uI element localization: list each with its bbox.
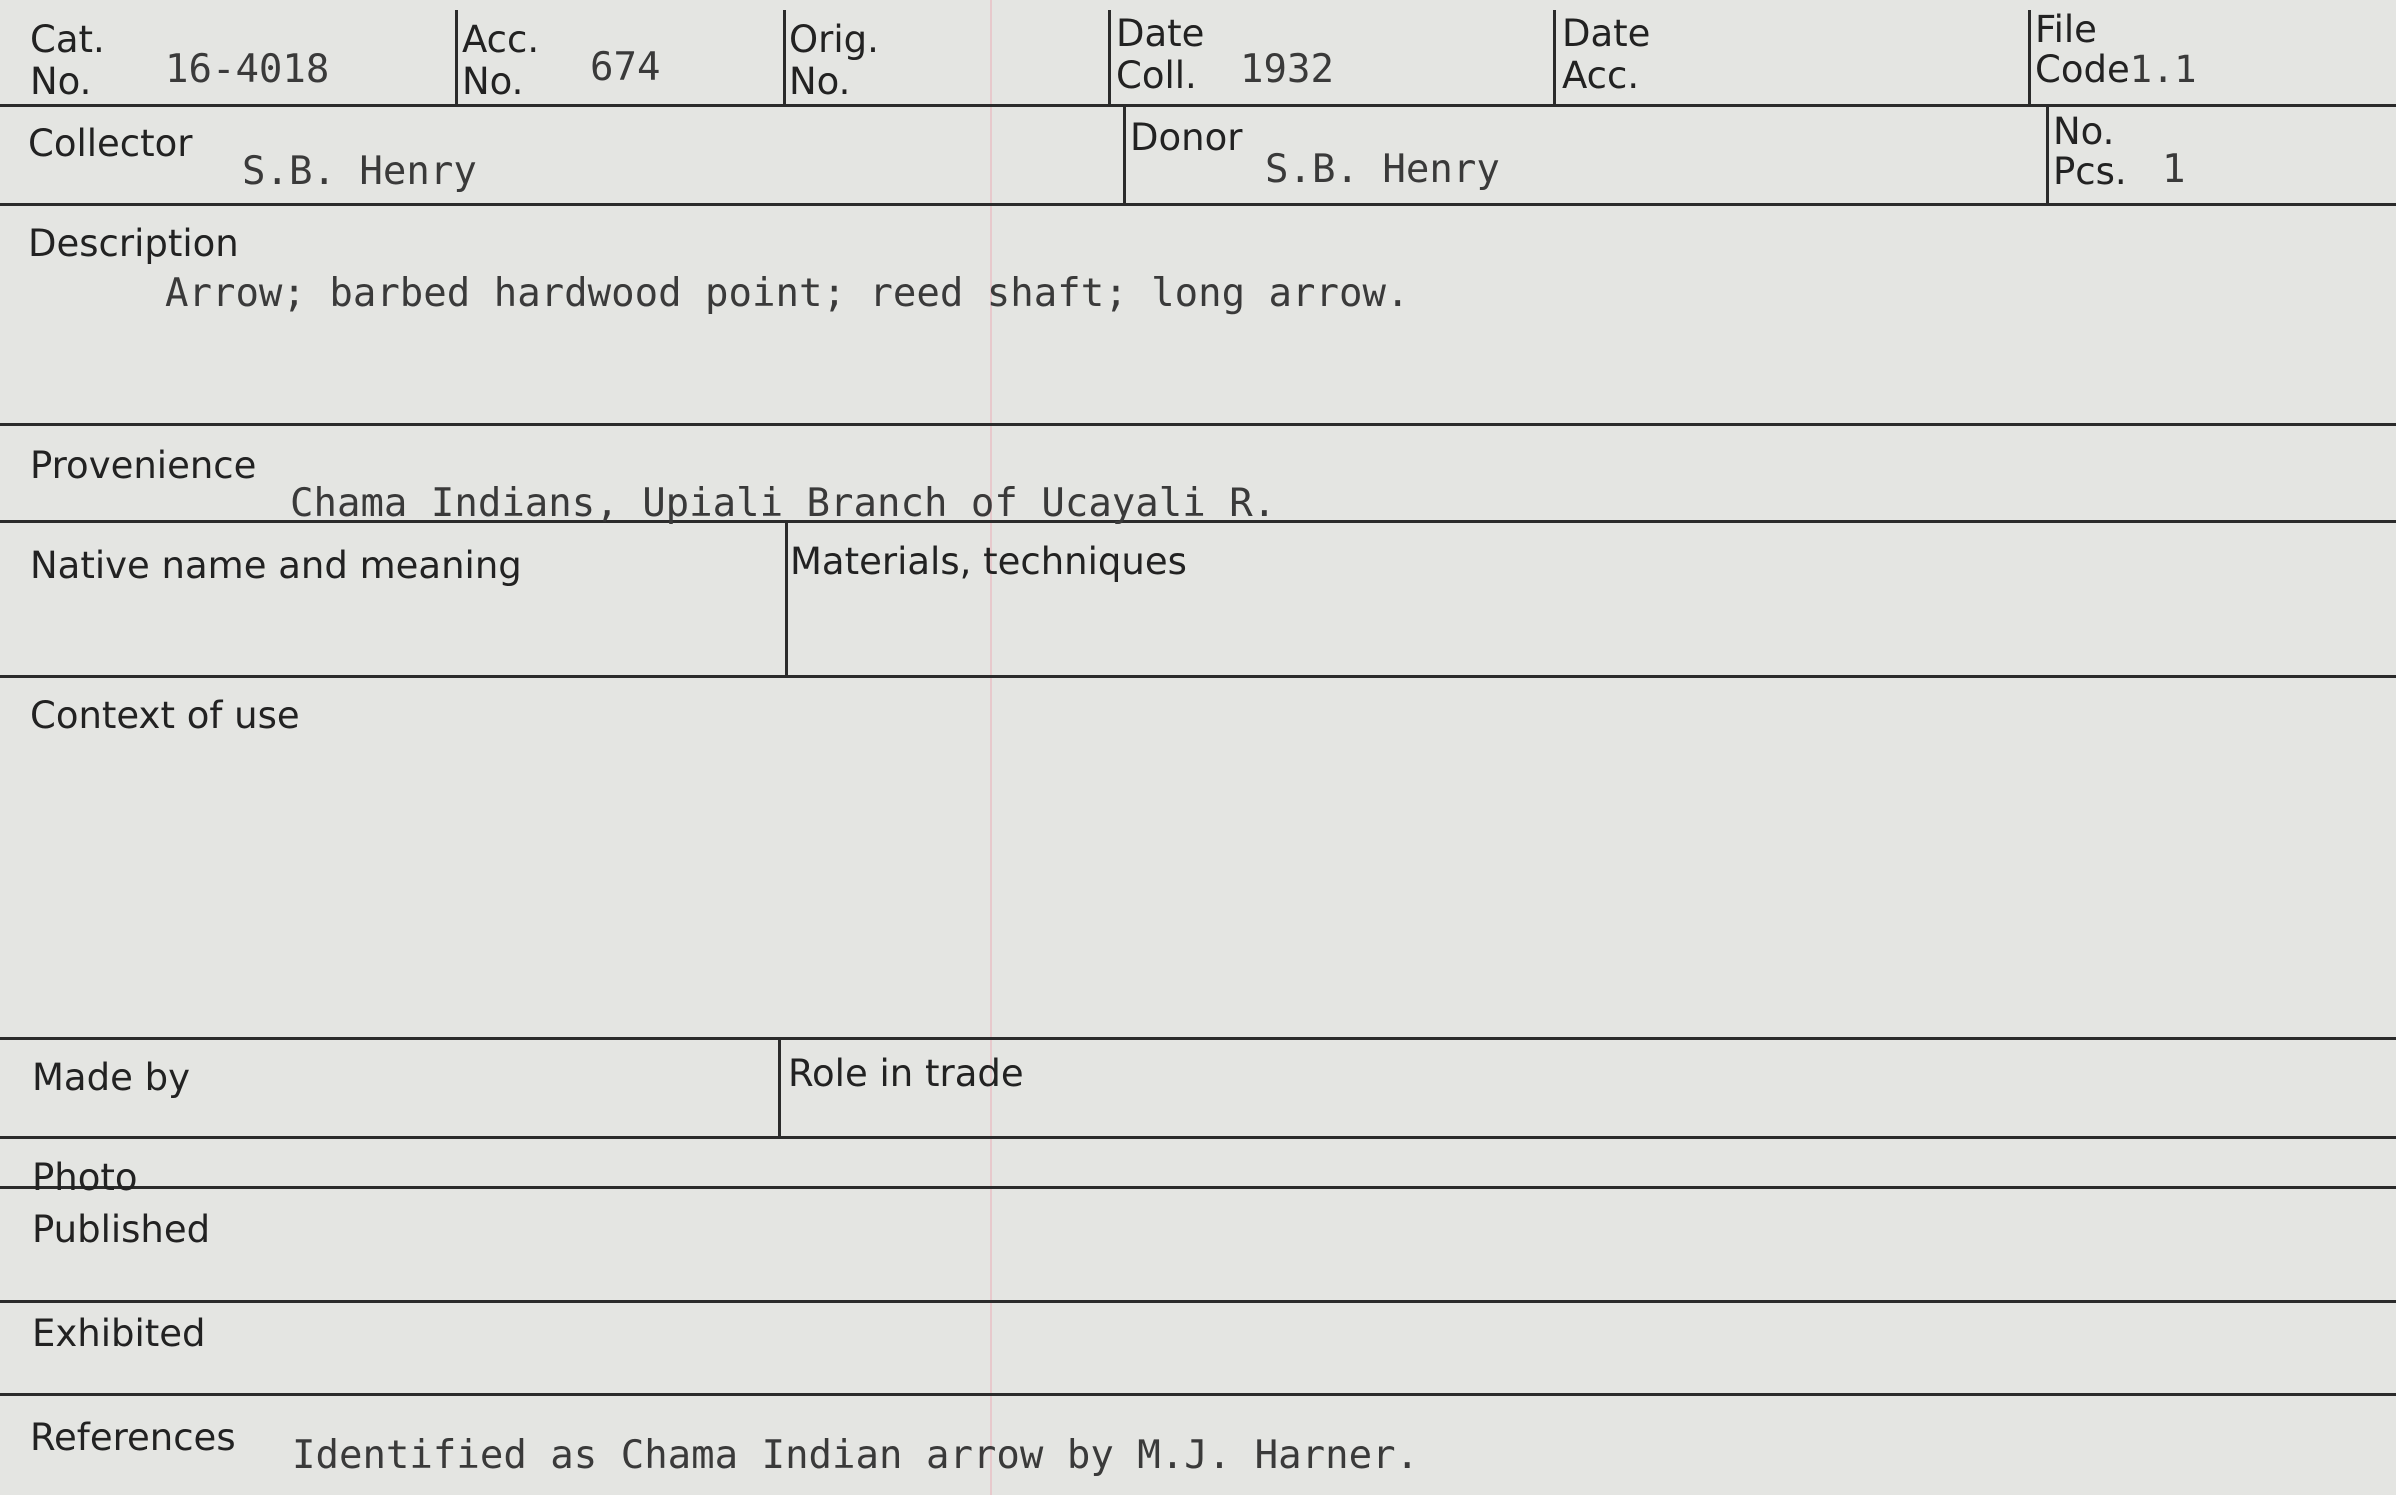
made-by-label: Made by (32, 1056, 190, 1099)
references-label: References (30, 1416, 236, 1459)
collector-label: Collector (28, 122, 193, 165)
rule-context (0, 1037, 2396, 1040)
rule-madeby (0, 1136, 2396, 1139)
divider-collector-donor (1123, 104, 1126, 205)
role-in-trade-label: Role in trade (788, 1052, 1024, 1095)
divider-dateacc-file (2028, 10, 2031, 106)
rule-native (0, 675, 2396, 678)
acc-no-label-line2: No. (462, 60, 524, 103)
collector-value: S.B. Henry (242, 149, 477, 194)
native-name-label: Native name and meaning (30, 544, 522, 587)
divider-acc-orig (783, 10, 786, 106)
published-label: Published (32, 1208, 211, 1251)
rule-row2 (0, 203, 2396, 206)
pcs-label-line2: Pcs. (2053, 150, 2127, 193)
file-code-value: 1.1 (2129, 48, 2197, 91)
divider-orig-date (1108, 10, 1111, 106)
orig-no-label-line1: Orig. (789, 18, 879, 61)
pcs-label-line1: No. (2053, 110, 2115, 153)
date-coll-label-line1: Date (1116, 12, 1205, 55)
donor-label: Donor (1130, 116, 1243, 159)
references-value: Identified as Chama Indian arrow by M.J. Harner. (292, 1433, 1420, 1478)
date-acc-label-line1: Date (1562, 12, 1651, 55)
date-coll-label-line2: Coll. (1116, 54, 1197, 97)
description-value: Arrow; barbed hardwood point; reed shaft; long arrow. (165, 271, 1410, 316)
divider-donor-pcs (2046, 104, 2049, 205)
rule-header (0, 104, 2396, 107)
margin-rule (990, 0, 992, 1495)
acc-no-value: 674 (590, 45, 661, 90)
divider-native-materials (785, 520, 788, 677)
pcs-value: 1 (2162, 147, 2186, 192)
divider-datecoll-dateacc (1553, 10, 1556, 106)
description-label: Description (28, 222, 239, 265)
date-coll-value: 1932 (1240, 47, 1334, 92)
divider-cat-acc (455, 10, 458, 106)
rule-published (0, 1300, 2396, 1303)
context-of-use-label: Context of use (30, 694, 300, 737)
file-code-label-line1: File (2035, 8, 2097, 51)
date-acc-label-line2: Acc. (1562, 54, 1640, 97)
provenience-label: Provenience (30, 444, 257, 487)
exhibited-label: Exhibited (32, 1312, 206, 1355)
materials-label: Materials, techniques (790, 540, 1187, 583)
file-code-label-line2 (2035, 48, 2197, 92)
file-code-label: Code (2035, 48, 2130, 91)
cat-no-label-line1: Cat. (30, 18, 105, 61)
divider-madeby-role (778, 1037, 781, 1138)
orig-no-label-line2: No. (789, 60, 851, 103)
rule-description (0, 423, 2396, 426)
cat-no-value: 16-4018 (165, 47, 330, 92)
photo-label: Photo (32, 1156, 138, 1199)
rule-photo (0, 1186, 2396, 1189)
cat-no-label-line2: No. (30, 60, 92, 103)
rule-exhibited (0, 1393, 2396, 1396)
acc-no-label-line1: Acc. (462, 18, 540, 61)
provenience-value: Chama Indians, Upiali Branch of Ucayali R. (290, 481, 1277, 526)
donor-value: S.B. Henry (1265, 147, 1500, 192)
